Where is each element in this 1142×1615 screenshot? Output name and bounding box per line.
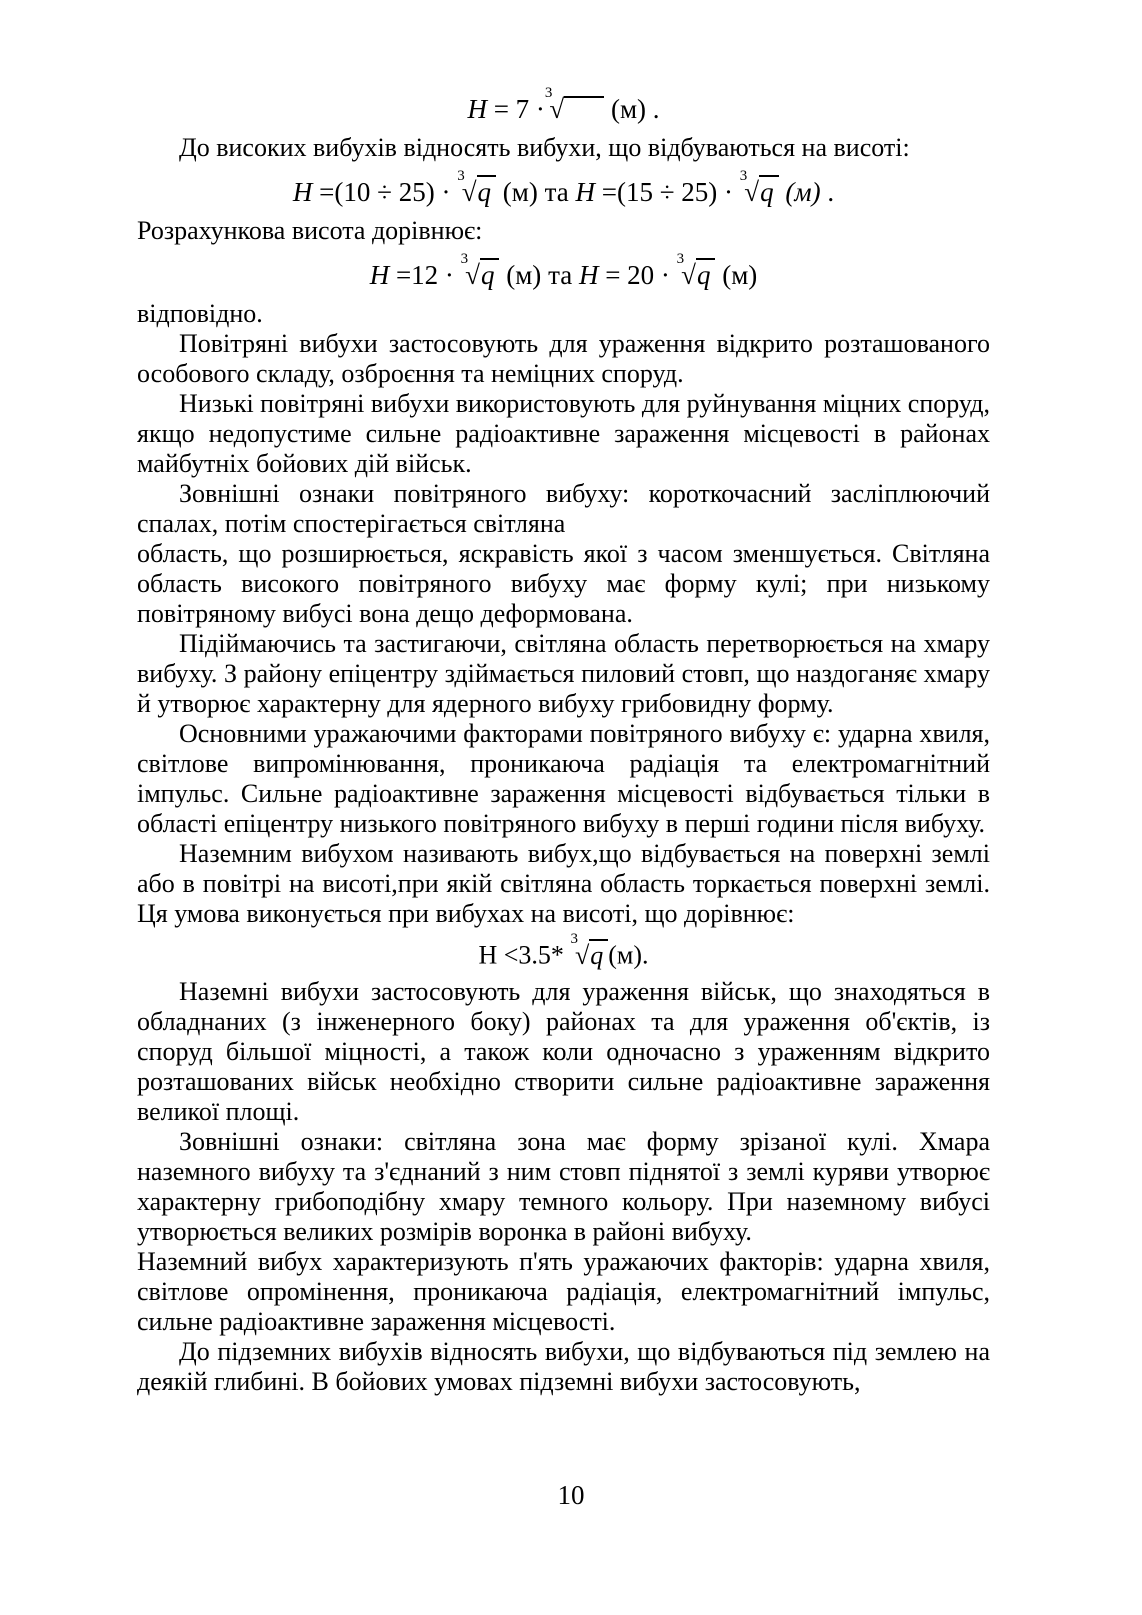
- radical-sign: √: [744, 177, 760, 207]
- formula-period: .: [820, 177, 835, 207]
- formula-body: =(15 ÷ 25) ·: [594, 177, 740, 207]
- page-number: 10: [557, 1480, 585, 1510]
- formula-unit: (м).: [608, 940, 649, 970]
- formula-body: = 20 ·: [598, 260, 677, 290]
- paragraph: Повітряні вибухи застосовують для ураження відкрито розташованого особового складу, озброєння та неміцних споруд.: [137, 329, 990, 388]
- cube-root: [460, 251, 500, 290]
- radical-sign: √: [465, 260, 480, 290]
- paragraph: Підіймаючись та застигаючи, світляна область перетворюється на хмару вибуху. З району епіцентру здіймається пиловий стовп, що наздоганяє хмару й утворює характерну для ядерного вибуху грибовидну форму.: [137, 629, 990, 718]
- radical-sign: √: [681, 260, 696, 290]
- radical-index: 3: [460, 251, 469, 267]
- formula-height-calc: [137, 253, 990, 292]
- cube-root: [739, 168, 779, 207]
- radical-index: 3: [739, 168, 748, 184]
- radical-sign: √: [549, 94, 565, 124]
- paragraph: Основними уражаючими факторами повітряного вибуху є: ударна хвиля, світлове випромінювання, проникаюча радіація та електромагнітний імпульс. Сильне радіоактивне зараження місцевості відбувається тільки в області епіцентру низького повітряного вибуху в перші години після вибуху.: [137, 719, 990, 838]
- conjunction: та: [548, 260, 573, 290]
- paragraph: Наземні вибухи застосовують для ураження військ, що знаходяться в обладнаних (з інженерного боку) районах та для ураження об'єктів, із споруд більшої міцності, а також коли одночасно з ураженням відкрито розташованих військ необхідно створити сильне радіоактивне зараження великої площі.: [137, 976, 990, 1126]
- formula-unit: (м): [499, 260, 542, 290]
- radicand: [564, 96, 604, 125]
- paragraph: До підземних вибухів відносять вибухи, що відбуваються під землею на деякій глибині. В бойових умовах підземні вибухи застосовують,: [137, 1336, 990, 1396]
- radicand: q: [589, 939, 608, 970]
- cube-root: [457, 168, 496, 207]
- radical-index: 3: [457, 168, 465, 184]
- paragraph: відповідно.: [137, 299, 263, 328]
- paragraph: Низькі повітряні вибухи використовують для руйнування міцних споруд, якщо недопустиме сильне радіоактивне зараження місцевості в районах майбутніх бойових дій військ.: [137, 389, 990, 478]
- formula-variable: H: [578, 260, 599, 290]
- paragraph: Зовнішні ознаки: світляна зона має форму зрізаної кулі. Хмара наземного вибуху та з'єднаний з ним стовп піднятої з землі куряви утворює характерну грибоподібну хмару темного кольору. При наземному вибусі утворюється великих розмірів воронка в районі вибуху.: [137, 1126, 990, 1246]
- formula-height-7: [137, 87, 990, 126]
- formula-body: = 7 ·: [486, 94, 545, 124]
- conjunction: та: [544, 177, 569, 207]
- paragraph: До високих вибухів відносять вибухи, що відбуваються на висоті:: [179, 133, 910, 162]
- radical-sign: √: [461, 177, 477, 207]
- formula-height-range: [137, 170, 990, 209]
- formula-variable: Н: [478, 940, 498, 970]
- cube-root: [676, 251, 716, 290]
- paragraph: область, що розширюється, яскравість якої з часом зменшується. Світляна область високого повітряного вибуху має форму кулі; при низькому повітряному вибусі вона дещо деформована.: [137, 539, 990, 628]
- radicand: q: [759, 175, 779, 207]
- cube-root: [544, 85, 604, 124]
- formula-ground-burst-condition: [137, 933, 990, 973]
- formula-unit: (м): [778, 177, 821, 207]
- paragraph: Наземним вибухом називають вибух,що відбувається на поверхні землі або в повітрі на висоті,при якій світляна область торкається поверхні землі. Ця умова виконується при вибухах на висоті, що дорівнює:: [137, 839, 990, 928]
- radicand: q: [480, 258, 500, 290]
- radical-index: 3: [570, 931, 578, 947]
- radical-index: 3: [676, 251, 685, 267]
- radicand: q: [477, 175, 497, 207]
- formula-unit: (м): [496, 177, 538, 207]
- formula-variable: H: [292, 177, 313, 207]
- paragraph: Наземний вибух характеризують п'ять уражаючих факторів: ударна хвиля, світлове опромінення, проникаюча радіація, електромагнітний імпульс, сильне радіоактивне зараження місцевості.: [137, 1246, 990, 1336]
- paragraph: Розрахункова висота дорівнює:: [137, 216, 483, 245]
- formula-body: <3.5*: [497, 940, 571, 970]
- formula-variable: H: [467, 94, 487, 124]
- formula-body: =(10 ÷ 25) ·: [312, 177, 458, 207]
- formula-variable: H: [369, 260, 390, 290]
- formula-variable: H: [575, 177, 595, 207]
- radicand: q: [696, 258, 716, 290]
- formula-body: =12 ·: [389, 260, 461, 290]
- formula-unit: (м): [715, 260, 758, 290]
- formula-unit: (м) .: [604, 94, 660, 124]
- radical-index: 3: [544, 85, 553, 101]
- paragraph: Зовнішні ознаки повітряного вибуху: короткочасний засліплюючий спалах, потім спостерігається світляна: [137, 479, 990, 538]
- cube-root: [570, 931, 608, 970]
- radical-sign: √: [574, 940, 590, 970]
